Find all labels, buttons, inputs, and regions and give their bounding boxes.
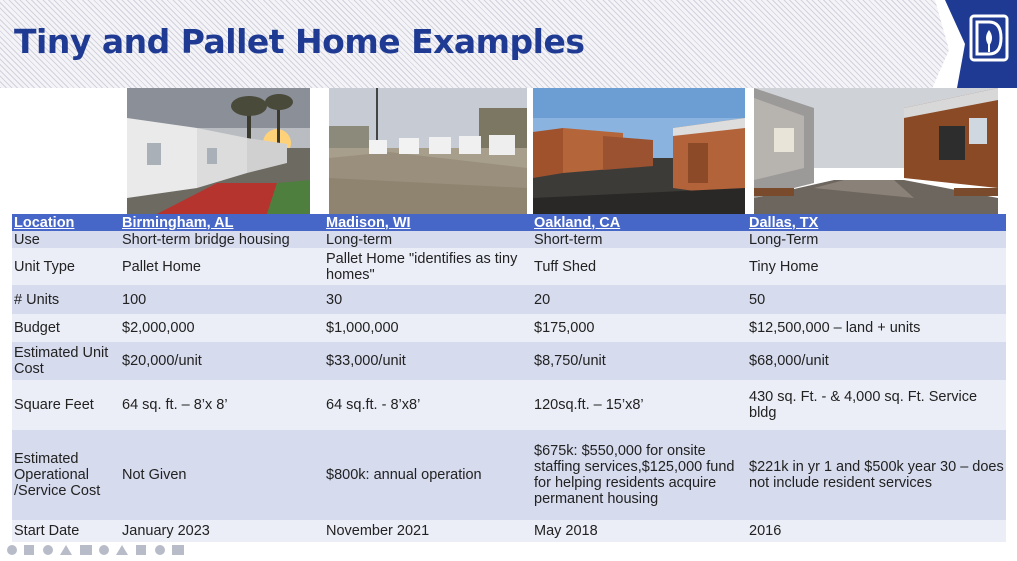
table-cell: $68,000/unit	[747, 342, 1006, 380]
table-cell: Pallet Home "identifies as tiny homes"	[324, 248, 532, 285]
row-label: Use	[12, 231, 120, 248]
row-label: Budget	[12, 314, 120, 342]
table-cell: Short-term	[532, 231, 747, 248]
table-cell: Long-Term	[747, 231, 1006, 248]
footer-decoration-icon	[0, 542, 260, 556]
table-cell: 100	[120, 285, 324, 314]
row-label: Estimated Operational /Service Cost	[12, 430, 120, 520]
table-row-square-feet	[12, 380, 1006, 430]
table-cell: $20,000/unit	[120, 342, 324, 380]
table-cell: Not Given	[120, 430, 324, 520]
table-row-start-date	[12, 520, 1006, 542]
header-location: Location	[12, 214, 120, 231]
slide-title: Tiny and Pallet Home Examples	[14, 22, 585, 61]
table-cell: 430 sq. Ft. - & 4,000 sq. Ft. Service bldg	[747, 380, 1006, 430]
table-row-operational-cost	[12, 430, 1006, 520]
row-label: # Units	[12, 285, 120, 314]
table-header-row	[12, 214, 1006, 231]
table-cell: 2016	[747, 520, 1006, 542]
table-row-use	[12, 231, 1006, 248]
tiny-home-photo	[754, 88, 998, 214]
photo-strip	[0, 88, 1017, 214]
table-row-unit-type	[12, 248, 1006, 285]
table-cell: $800k: annual operation	[324, 430, 532, 520]
row-label: Square Feet	[12, 380, 120, 430]
row-label: Unit Type	[12, 248, 120, 285]
table-cell: $12,500,000 – land + units	[747, 314, 1006, 342]
dallas-d-logo-icon	[927, 0, 1017, 100]
row-label: Start Date	[12, 520, 120, 542]
table-cell: $33,000/unit	[324, 342, 532, 380]
header-dallas: Dallas, TX	[747, 214, 1006, 231]
pallet-home-row-photo	[329, 88, 527, 214]
pallet-home-photo	[127, 88, 310, 214]
header-birmingham: Birmingham, AL	[120, 214, 324, 231]
table-row-units	[12, 285, 1006, 314]
table-cell: 64 sq. ft. – 8’x 8’	[120, 380, 324, 430]
table-cell: 64 sq.ft. - 8’x8’	[324, 380, 532, 430]
table-cell: 50	[747, 285, 1006, 314]
comparison-table	[12, 214, 1006, 542]
table-cell: Pallet Home	[120, 248, 324, 285]
table-cell: $675k: $550,000 for onsite staffing services,$125,000 fund for helping residents acquire permanent housing	[532, 430, 747, 520]
header-madison: Madison, WI	[324, 214, 532, 231]
table-cell: Short-term bridge housing	[120, 231, 324, 248]
table-cell: 120sq.ft. – 15’x8’	[532, 380, 747, 430]
table-cell: Tuff Shed	[532, 248, 747, 285]
table-cell: 20	[532, 285, 747, 314]
table-row-budget	[12, 314, 1006, 342]
table-cell: Tiny Home	[747, 248, 1006, 285]
table-cell: $175,000	[532, 314, 747, 342]
table-row-unit-cost	[12, 342, 1006, 380]
table-cell: $221k in yr 1 and $500k year 30 – does not include resident services	[747, 430, 1006, 520]
tuff-shed-photo	[533, 88, 745, 214]
row-label: Estimated Unit Cost	[12, 342, 120, 380]
table-cell: January 2023	[120, 520, 324, 542]
table-cell: 30	[324, 285, 532, 314]
header-oakland: Oakland, CA	[532, 214, 747, 231]
table-cell: $1,000,000	[324, 314, 532, 342]
table-cell: Long-term	[324, 231, 532, 248]
table-cell: November 2021	[324, 520, 532, 542]
table-cell: $2,000,000	[120, 314, 324, 342]
table-cell: May 2018	[532, 520, 747, 542]
table-cell: $8,750/unit	[532, 342, 747, 380]
